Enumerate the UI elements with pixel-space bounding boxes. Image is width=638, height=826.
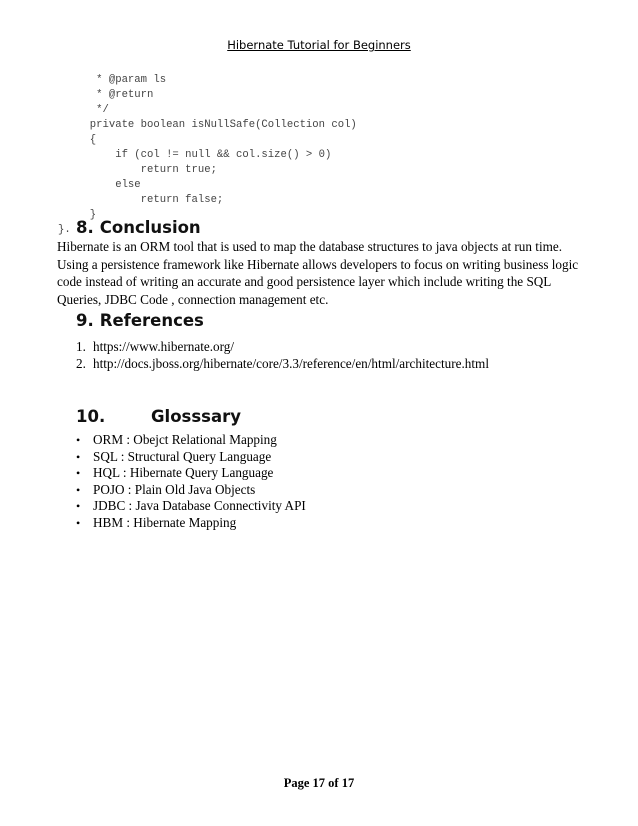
glossary-heading <box>76 407 241 426</box>
glossary-list <box>76 432 306 531</box>
conclusion-number: 8. <box>76 218 94 237</box>
glossary-item <box>76 449 306 466</box>
reference-marker: 2. <box>76 355 86 371</box>
glossary-text: POJO : Plain Old Java Objects <box>93 481 256 497</box>
bullet-icon: • <box>76 433 81 447</box>
page-number: Page 17 of 17 <box>283 776 355 790</box>
references-title: References <box>99 311 204 330</box>
glossary-text: HQL : Hibernate Query Language <box>93 465 274 480</box>
bullet-icon: • <box>76 466 81 480</box>
glossary-item <box>76 498 306 515</box>
header-title: Hibernate Tutorial for Beginners <box>227 38 411 52</box>
code-line: * @return <box>58 89 154 101</box>
glossary-text: HBM : Hibernate Mapping <box>93 514 237 530</box>
references-heading <box>76 311 204 330</box>
code-block <box>58 73 357 238</box>
glossary-number: 10. <box>76 407 106 426</box>
conclusion-heading <box>76 218 201 237</box>
reference-marker: 1. <box>76 339 86 354</box>
code-line: return true; <box>58 164 217 176</box>
references-number: 9. <box>76 311 94 330</box>
code-line: }. <box>58 224 71 236</box>
glossary-item <box>76 482 306 499</box>
conclusion-title: Conclusion <box>99 218 201 237</box>
glossary-text: SQL : Structural Query Language <box>93 448 272 464</box>
code-line: if (col != null && col.size() > 0) <box>58 149 332 161</box>
code-line: private boolean isNullSafe(Collection col) <box>58 119 357 131</box>
page-footer <box>0 776 638 791</box>
code-line: return false; <box>58 194 224 206</box>
conclusion-paragraph: Hibernate is an ORM tool that is used to map the database structures to java objects at run time. Using a persistence framework like Hibernate allows developers to focus on writing business logic code instead of writing an accurate and good persistence layer which include writing the SQL Queries, JDBC Code , connection management etc. <box>57 239 579 307</box>
glossary-item <box>76 465 306 482</box>
glossary-item <box>76 432 306 449</box>
bullet-icon: • <box>76 499 81 513</box>
code-line: * @param ls <box>58 74 167 86</box>
reference-item[interactable] <box>76 339 489 356</box>
glossary-title: Glosssary <box>151 407 242 426</box>
reference-item[interactable] <box>76 356 489 373</box>
code-line: { <box>58 134 97 146</box>
references-list <box>76 339 489 372</box>
bullet-icon: • <box>76 482 81 497</box>
page-header <box>0 38 638 52</box>
code-line: } <box>58 209 97 221</box>
reference-link[interactable]: http://docs.jboss.org/hibernate/core/3.3/reference/en/html/architecture.html <box>93 355 489 371</box>
glossary-text: ORM : Obejct Relational Mapping <box>93 432 277 447</box>
bullet-icon: • <box>76 449 81 464</box>
bullet-icon: • <box>76 515 81 530</box>
glossary-item <box>76 515 306 532</box>
glossary-text: JDBC : Java Database Connectivity API <box>93 498 306 513</box>
code-line: else <box>58 179 141 191</box>
code-line: */ <box>58 104 109 116</box>
reference-link[interactable]: https://www.hibernate.org/ <box>93 339 235 354</box>
